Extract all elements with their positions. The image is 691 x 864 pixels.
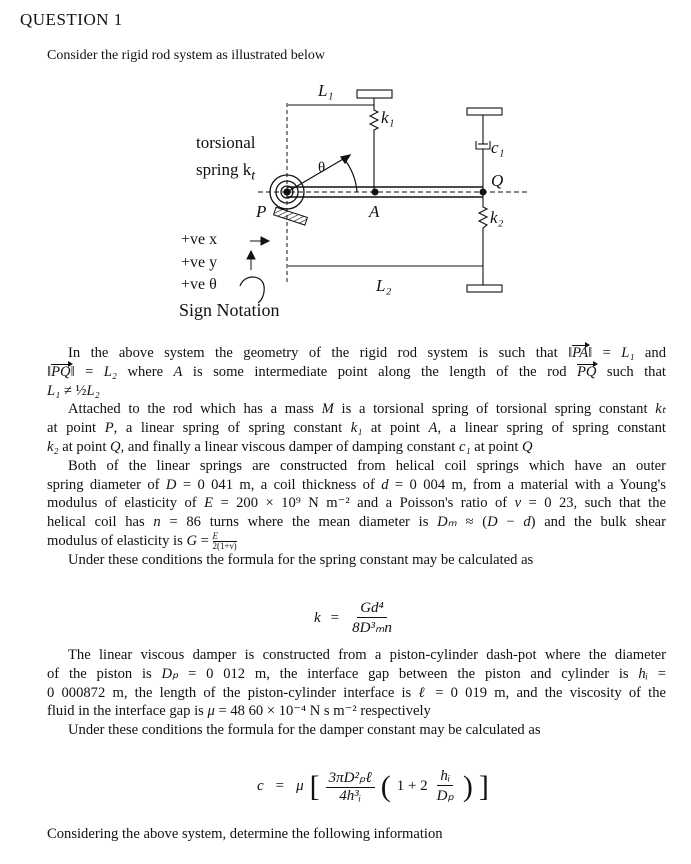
- inline-fraction: [213, 532, 237, 551]
- sign-x-arrow-icon: [250, 237, 269, 245]
- text-run: = 0 041 m, a coil thickness of: [176, 476, 382, 493]
- l1-label: L₁: [318, 81, 334, 100]
- text-run: ‖ =: [70, 363, 104, 380]
- text-run: at point: [470, 438, 523, 455]
- math-symbol: D: [165, 476, 177, 493]
- spring-kt-label: [196, 160, 255, 184]
- point-a-dot: [372, 189, 379, 196]
- rigid-rod-diagram: [0, 0, 691, 330]
- text-run: = 0 012 m, the interface gap between the piston and cylinder is: [178, 665, 639, 682]
- text-line: [47, 438, 666, 457]
- math-symbol: Q: [522, 438, 533, 455]
- math-symbol: D: [487, 514, 498, 531]
- q-label: Q: [491, 171, 504, 190]
- text-run: =: [647, 665, 666, 682]
- text-run: = 48 60 × 10⁻⁴ N s m⁻² respectively: [214, 703, 431, 720]
- math-symbol: L₂: [86, 382, 100, 399]
- eq-k-equals: =: [330, 610, 340, 626]
- a-label: A: [369, 202, 380, 221]
- text-run: at point: [58, 438, 111, 455]
- kt-subscript: t: [251, 167, 256, 184]
- text-line: [47, 702, 666, 721]
- vector-symbol: PQ: [577, 363, 597, 380]
- eq-c-numerator: 3πD²ₚℓ: [326, 768, 375, 788]
- eq-c-mu: μ: [296, 778, 304, 794]
- sign-y-arrow-icon: [247, 251, 255, 270]
- eq-c-fraction-2: [434, 768, 457, 805]
- text-run: is a torsional spring of torsional spring constant: [333, 401, 656, 418]
- math-symbol: P: [104, 420, 114, 437]
- eq-c-fraction: [326, 768, 375, 805]
- text-run: = 0 23, such that the: [521, 495, 666, 512]
- theta-label: θ: [318, 160, 326, 176]
- text-run: The linear viscous damper is constructed from a piston-cylinder dash-pot where the diameter: [68, 647, 666, 663]
- text-run: =: [197, 532, 213, 549]
- p-label: P: [256, 202, 267, 221]
- text-run: ≠ ½: [60, 382, 87, 399]
- text-run: 0 000872 m, the length of the piston-cylinder interface is: [47, 684, 419, 701]
- ground-support-hatched: [274, 207, 308, 225]
- eq-c-numerator-2: hᵢ: [437, 768, 453, 786]
- body-text-1: [47, 344, 666, 570]
- math-symbol: k₂: [47, 438, 59, 455]
- text-line: [47, 513, 666, 532]
- eq-c-right-paren: ): [462, 769, 473, 803]
- c1-label: c₁: [491, 138, 505, 157]
- eq-k-denominator: 8D³ₘn: [352, 620, 392, 636]
- math-symbol: L₁: [47, 382, 61, 399]
- point-q-dot: [480, 189, 487, 196]
- eq-k-fraction: [349, 600, 395, 637]
- math-symbol: Dₚ: [161, 665, 179, 682]
- math-symbol: k₁: [350, 420, 363, 437]
- text-run: In the above system the geometry of the rigid rod system is such that ‖: [68, 345, 573, 361]
- text-line: [47, 532, 666, 551]
- math-symbol: A: [428, 420, 438, 437]
- text-line: [47, 721, 666, 740]
- intro-text: Consider the rigid rod system as illustrated below: [47, 48, 326, 63]
- text-run: = 86 turns where the mean diameter is: [160, 514, 438, 531]
- math-symbol: d: [381, 476, 389, 493]
- text-run: = 0 019 m, and the viscosity of the: [428, 684, 666, 701]
- math-symbol: Dₘ: [437, 514, 457, 531]
- eq-c-left-bracket: [: [309, 769, 320, 803]
- k2-label: k₂: [490, 208, 504, 227]
- text-run: Attached to the rod which has a mass: [68, 401, 322, 418]
- math-symbol: μ: [207, 703, 215, 720]
- eq-k-lhs: k: [314, 610, 321, 626]
- spring-kt-text: spring k: [196, 160, 252, 179]
- text-run: , a linear spring of spring constant: [437, 420, 666, 437]
- math-symbol: A: [173, 363, 183, 380]
- text-run: at point: [362, 420, 429, 437]
- text-line: [47, 665, 666, 684]
- math-symbol: ν: [514, 495, 522, 512]
- text-run: at point: [47, 420, 105, 437]
- eq-c-right-bracket: ]: [478, 769, 489, 803]
- text-run: ) and the bulk shear: [530, 514, 667, 531]
- text-run: ≈ (: [456, 514, 488, 531]
- text-line: [47, 400, 666, 419]
- math-symbol: hᵢ: [638, 665, 648, 682]
- math-symbol: kₜ: [655, 401, 666, 418]
- text-line: [47, 419, 666, 438]
- math-symbol: n: [153, 514, 161, 531]
- text-run: spring diameter of: [47, 476, 166, 493]
- math-symbol: M: [321, 401, 334, 418]
- eq-c-lhs: c: [257, 778, 264, 794]
- eq-c-denominator: 4h³ᵢ: [339, 788, 362, 804]
- torsional-label: torsional: [196, 133, 256, 152]
- text-run: Under these conditions the formula for the spring constant may be calculated as: [68, 551, 534, 568]
- text-run: , a linear spring of spring constant: [113, 420, 351, 437]
- eq-c-left-paren: (: [380, 769, 391, 803]
- text-line: [47, 382, 666, 401]
- text-run: modulus of elasticity is: [47, 532, 187, 549]
- text-run: modulus of elasticity of: [47, 495, 205, 512]
- damper-constant-equation: [257, 768, 489, 805]
- text-line: [47, 363, 666, 382]
- text-line: [47, 494, 666, 513]
- text-run: such that: [596, 363, 666, 380]
- eq-k-numerator: Gd⁴: [357, 600, 387, 618]
- eq-c-one-plus: 1 + 2: [396, 778, 428, 794]
- text-run: Both of the linear springs are constructed from helical coil springs which have an outer: [68, 457, 666, 474]
- closing-text: Considering the above system, determine the following information: [47, 826, 443, 842]
- spring-constant-equation: [314, 600, 395, 637]
- text-run: where: [117, 363, 174, 380]
- math-symbol: E: [204, 495, 213, 512]
- text-line: [47, 476, 666, 495]
- fraction-denominator: 2(1+ν): [212, 541, 237, 552]
- text-line: [47, 646, 666, 665]
- vector-symbol: PQ: [51, 363, 71, 380]
- text-line: [47, 457, 666, 476]
- math-symbol: G: [186, 532, 197, 549]
- text-run: ‖: [47, 363, 52, 380]
- fraction-numerator: E: [213, 532, 237, 542]
- text-run: helical coil has: [47, 514, 154, 531]
- text-line: [47, 684, 666, 703]
- math-symbol: c₁: [459, 438, 471, 455]
- k1-label: k₁: [381, 108, 395, 127]
- text-run: = 200 × 10⁹ N m⁻² and a Poisson's ratio of: [213, 495, 515, 512]
- text-run: is some intermediate point along the length of the rod: [182, 363, 577, 380]
- sign-theta-label: +ve θ: [181, 276, 217, 293]
- text-run: ‖ =: [588, 345, 622, 361]
- text-run: fluid in the interface gap is: [47, 703, 208, 720]
- text-line: [47, 344, 666, 363]
- sign-x-label: +ve x: [181, 231, 218, 248]
- text-line: [47, 551, 666, 570]
- vector-symbol: PA: [572, 345, 589, 361]
- text-run: , and finally a linear viscous damper of damping constant: [120, 438, 459, 455]
- eq-c-denominator-2: Dₚ: [436, 788, 454, 804]
- math-symbol: Q: [110, 438, 121, 455]
- math-symbol: L₂: [103, 363, 117, 380]
- body-text-2: [47, 646, 666, 740]
- text-run: Under these conditions the formula for the damper constant may be calculated as: [68, 722, 541, 739]
- sign-y-label: +ve y: [181, 254, 218, 271]
- l2-label: L₂: [376, 276, 392, 295]
- eq-c-equals: =: [275, 778, 285, 794]
- math-symbol: L₁: [621, 345, 635, 361]
- math-symbol: ℓ: [418, 684, 429, 701]
- sign-notation-label: Sign Notation: [179, 300, 280, 320]
- text-run: of the piston is: [47, 665, 162, 682]
- text-run: and: [634, 345, 666, 361]
- question-title: QUESTION 1: [20, 10, 123, 29]
- text-run: = 0 004 m, from a material with a Young's: [388, 476, 666, 493]
- math-symbol: d: [523, 514, 531, 531]
- text-run: −: [497, 514, 524, 531]
